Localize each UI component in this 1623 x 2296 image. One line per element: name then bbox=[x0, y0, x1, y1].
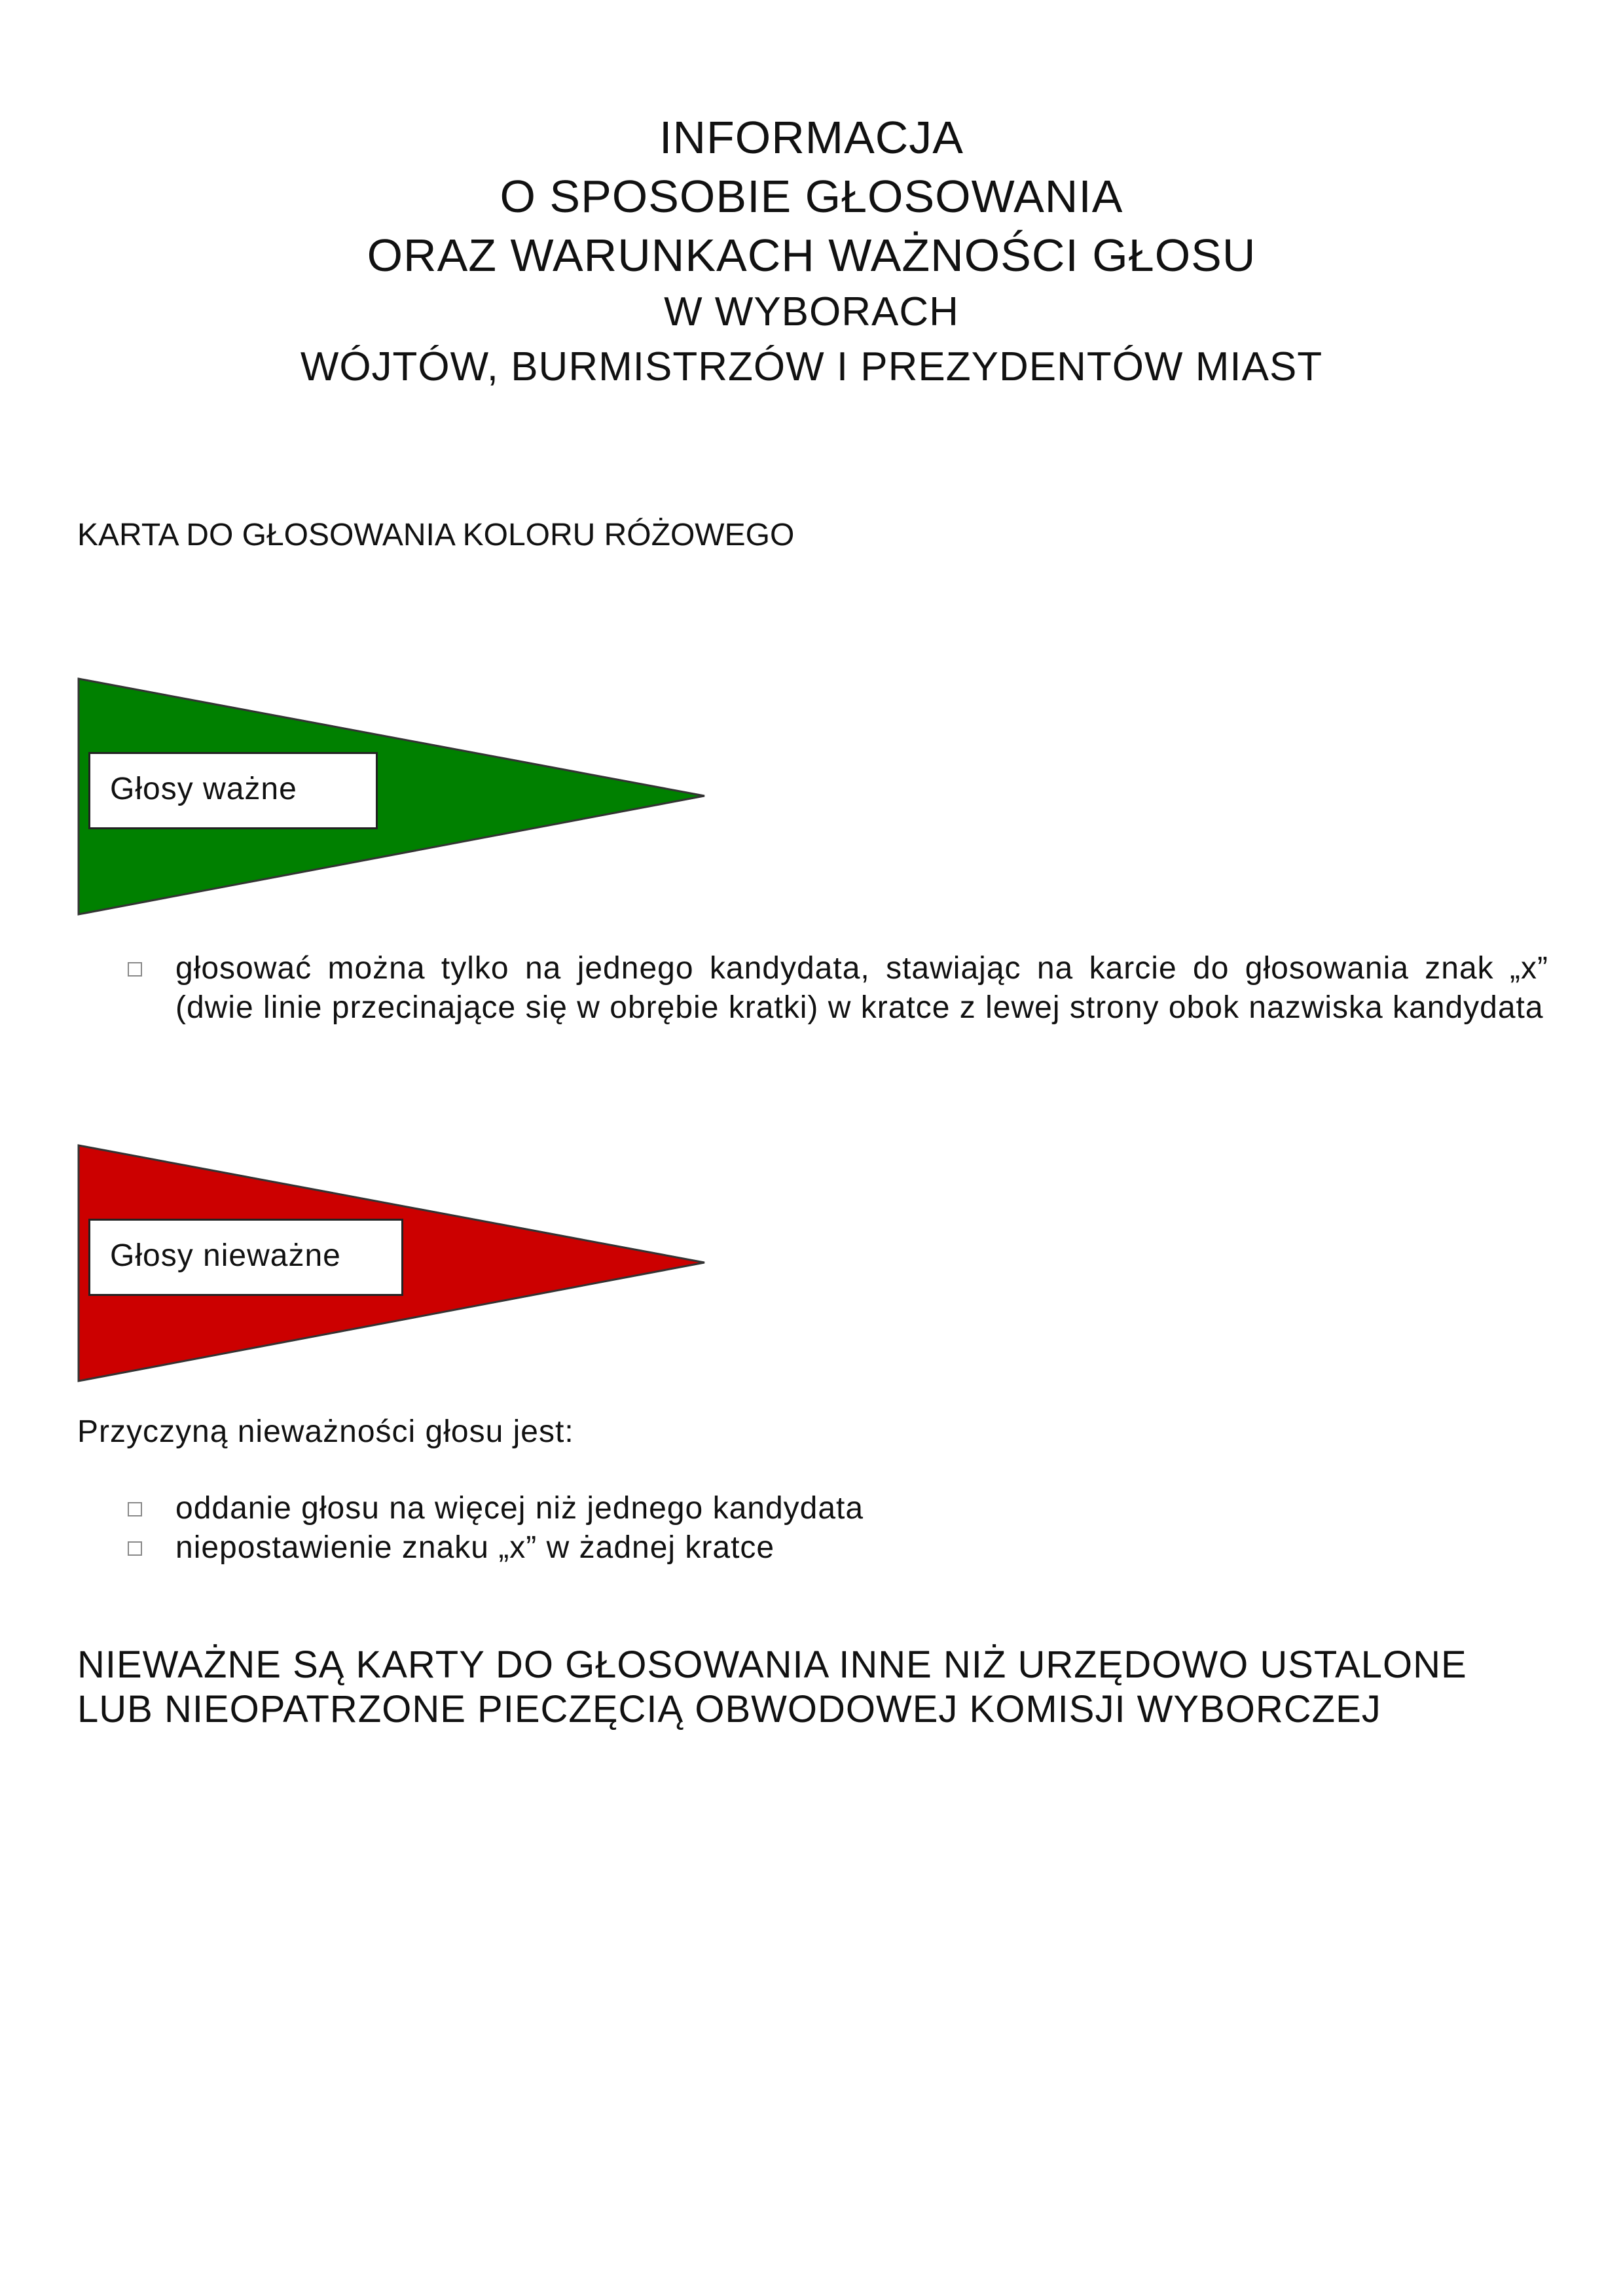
valid-votes-label: Głosy ważne bbox=[88, 752, 378, 829]
ballot-color-label: KARTA DO GŁOSOWANIA KOLORU RÓŻOWEGO bbox=[77, 518, 795, 552]
valid-votes-pennant bbox=[77, 677, 706, 916]
list-item bbox=[128, 1489, 1548, 1528]
title-line-3: ORAZ WARUNKACH WAŻNOŚCI GŁOSU bbox=[367, 230, 1256, 281]
notice-line-1: NIEWAŻNE SĄ KARTY DO GŁOSOWANIA INNE NIŻ URZĘDOWO USTALONE bbox=[77, 1643, 1467, 1686]
bullet-box-icon bbox=[128, 1502, 142, 1516]
title-line-2: O SPOSOBIE GŁOSOWANIA bbox=[500, 171, 1123, 222]
list-item bbox=[128, 949, 1548, 1028]
list-item bbox=[128, 1528, 1548, 1568]
invalid-votes-pennant bbox=[77, 1144, 706, 1382]
title-line-5: WÓJTÓW, BURMISTRZÓW I PREZYDENTÓW MIAST bbox=[300, 344, 1323, 389]
invalid-reason-text: niepostawienie znaku „x” w żadnej kratce bbox=[175, 1530, 775, 1565]
title-line-4: W WYBORACH bbox=[664, 289, 959, 334]
document-title bbox=[0, 108, 1623, 395]
invalid-cards-notice bbox=[77, 1643, 1570, 1732]
bullet-box-icon bbox=[128, 1541, 142, 1556]
notice-line-2: LUB NIEOPATRZONE PIECZĘCIĄ OBWODOWEJ KOMISJI WYBORCZEJ bbox=[77, 1688, 1381, 1731]
title-line-1: INFORMACJA bbox=[659, 112, 964, 163]
valid-rules-list bbox=[128, 949, 1548, 1028]
invalid-reasons-heading: Przyczyną nieważności głosu jest: bbox=[77, 1414, 574, 1449]
invalid-reason-text: oddanie głosu na więcej niż jednego kandydata bbox=[175, 1491, 864, 1526]
bullet-box-icon bbox=[128, 962, 142, 977]
invalid-votes-label: Głosy nieważne bbox=[88, 1219, 403, 1296]
valid-rule-text: głosować można tylko na jednego kandydata, stawiając na karcie do głosowania znak „x” (dwie linie przecinające się w obrębie kratki) w kratce z lewej strony obok nazwiska kandydata bbox=[175, 951, 1548, 1025]
invalid-reasons-list bbox=[128, 1489, 1548, 1568]
